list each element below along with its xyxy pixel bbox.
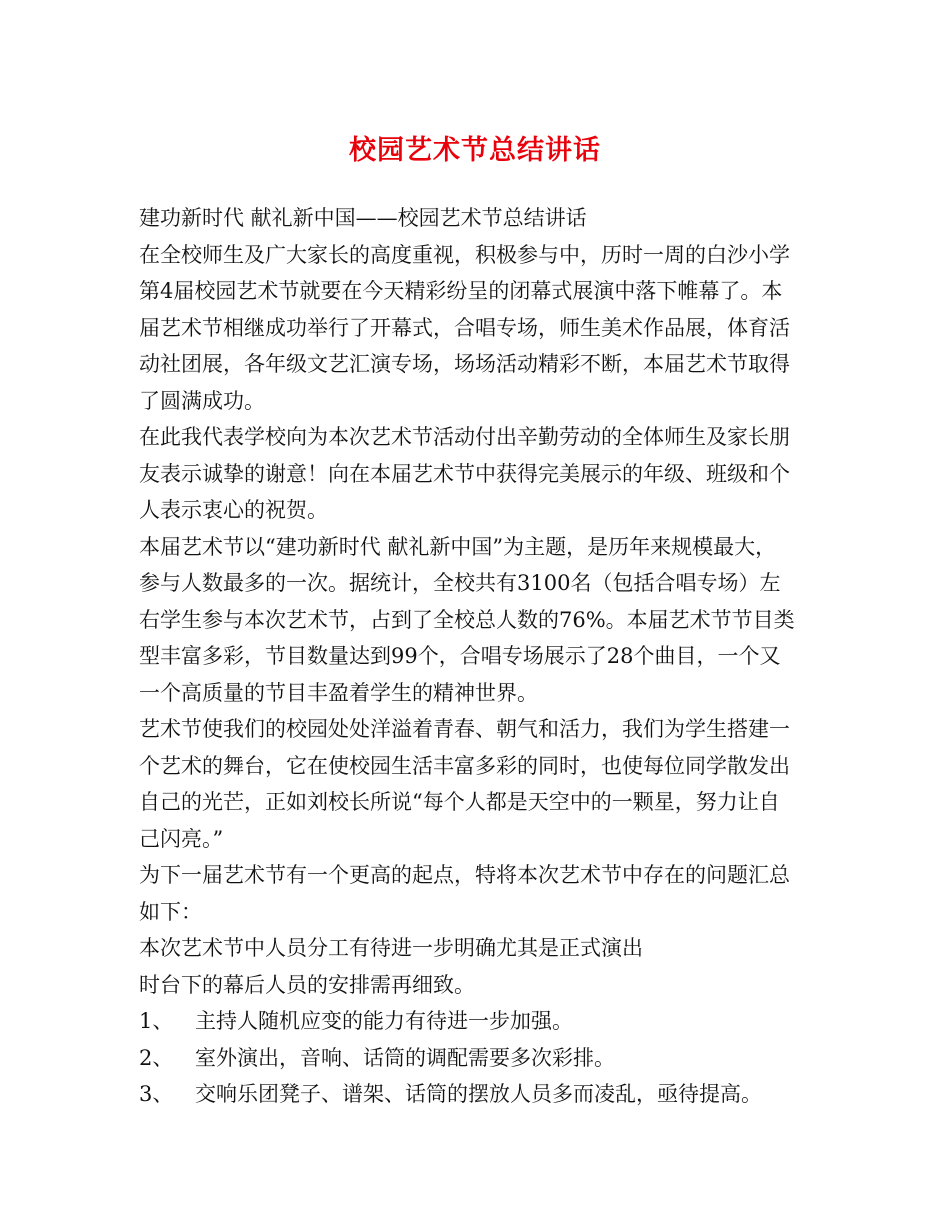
list-item	[139, 1076, 819, 1113]
list-text: 主持人随机应变的能力有待进一步加强。	[195, 1009, 573, 1033]
text-line: 本次艺术节中人员分工有待进一步明确尤其是正式演出	[139, 936, 643, 960]
list-text: 室外演出，音响、话筒的调配需要多次彩排。	[195, 1045, 615, 1070]
text-line: 友表示诚挚的谢意！向在本届艺术节中获得完美展示的年级、班级和个	[139, 461, 790, 486]
text-line: 一个高质量的节目丰盈着学生的精神世界。	[139, 680, 538, 705]
list-item	[139, 1003, 819, 1040]
text-line: 动社团展，各年级文艺汇演专场，场场活动精彩不断，本届艺术节取得	[139, 352, 790, 376]
text-line: 自己的光芒，正如刘校长所说“每个人都是天空中的一颗星，努力让自	[139, 790, 780, 814]
document-body	[139, 200, 819, 1113]
text-line: 在此我代表学校向为本次艺术节活动付出辛勤劳动的全体师生及家长朋	[139, 425, 790, 449]
text-line: 艺术节使我们的校园处处洋溢着青春、朝气和活力，我们为学生搭建一	[139, 717, 790, 741]
text-line: 己闪亮。”	[139, 826, 224, 851]
text-line: 届艺术节相继成功举行了开幕式，合唱专场，师生美术作品展，体育活	[139, 315, 790, 340]
text-line: 建功新时代 献礼新中国——校园艺术节总结讲话	[139, 206, 587, 230]
text-line: 个艺术的舞台，它在使校园生活丰富多彩的同时，也使每位同学散发出	[139, 753, 790, 778]
text-line: 在全校师生及广大家长的高度重视，积极参与中，历时一周的白沙小学	[139, 242, 790, 267]
text-line: 人表示衷心的祝贺。	[139, 498, 328, 522]
list-number: 1、	[139, 1009, 174, 1033]
text-line: 如下：	[139, 899, 202, 924]
text-line: 为下一届艺术节有一个更高的起点，特将本次艺术节中存在的问题汇总	[139, 863, 790, 887]
text-line: 时台下的幕后人员的安排需再细致。	[139, 972, 475, 997]
text-line: 第4届校园艺术节就要在今天精彩纷呈的闭幕式展演中落下帷幕了。本	[139, 279, 783, 303]
document-title: 校园艺术节总结讲话	[349, 135, 601, 166]
text-line: 参与人数最多的一次。据统计，全校共有3100名（包括合唱专场）左	[139, 571, 781, 595]
list-number: 2、	[139, 1045, 174, 1070]
list-item	[139, 1040, 819, 1077]
text-line: 了圆满成功。	[139, 388, 265, 413]
list-text: 交响乐团凳子、谱架、话筒的摆放人员多而凌乱，亟待提高。	[195, 1082, 762, 1106]
text-line: 右学生参与本次艺术节，占到了全校总人数的76%。本届艺术节节目类	[139, 607, 795, 632]
text-line: 型丰富多彩，节目数量达到99个，合唱专场展示了28个曲目，一个又	[139, 644, 781, 668]
text-line: 本届艺术节以“建功新时代 献礼新中国”为主题，是历年来规模最大，	[139, 534, 777, 559]
list-number: 3、	[139, 1082, 174, 1106]
